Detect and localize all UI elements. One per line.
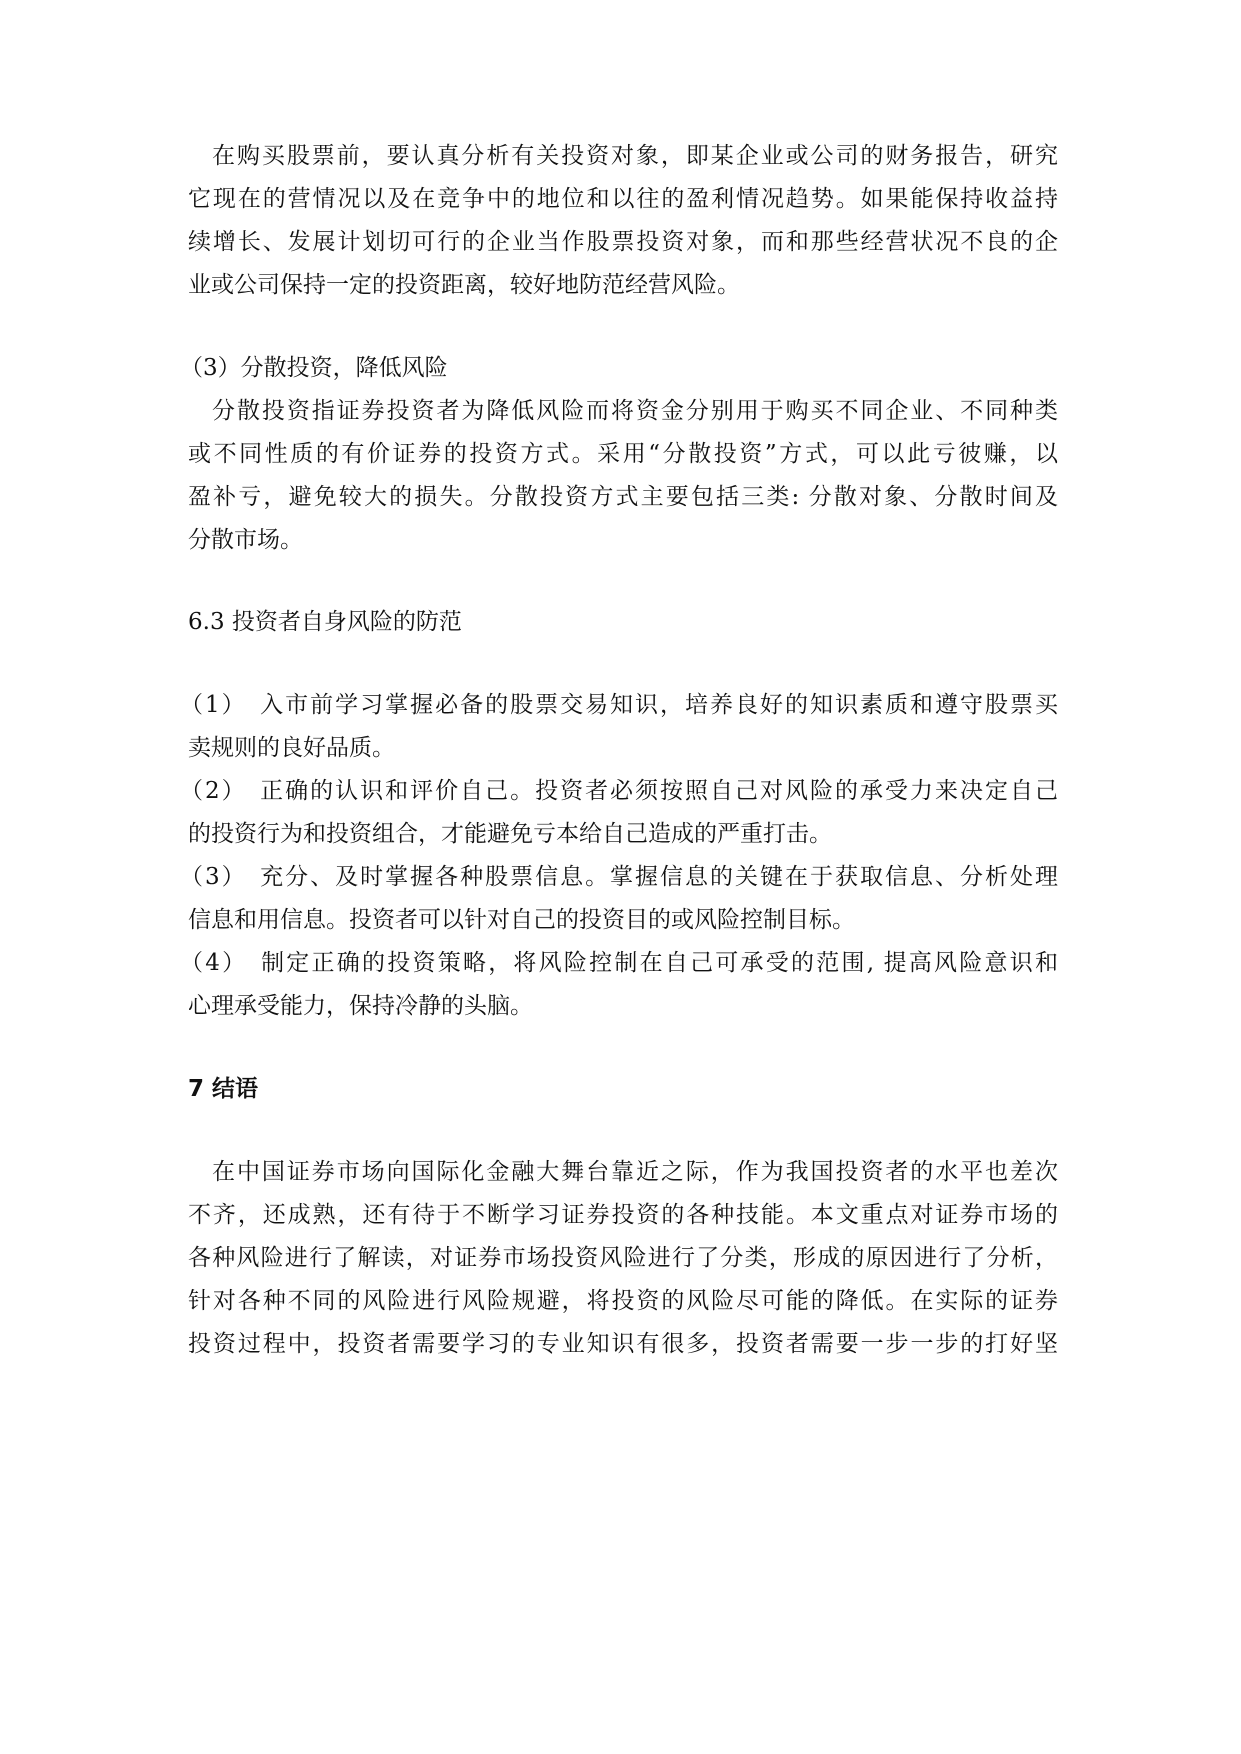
section7-line-4: 针对各种不同的风险进行风险规避，将投资的风险尽可能的降低。在实际的证券 bbox=[188, 1288, 1058, 1314]
section63-item-4-line-2: 心理承受能力，保持冷静的头脑。 bbox=[188, 993, 533, 1019]
section-7-title: 7 结语 bbox=[188, 1076, 259, 1102]
subsection-3-title: （3）分散投资，降低风险 bbox=[180, 355, 448, 381]
section63-item-2-line-2: 的投资行为和投资组合，才能避免亏本给自己造成的严重打击。 bbox=[188, 821, 832, 847]
section7-line-1: 在中国证券市场向国际化金融大舞台靠近之际，作为我国投资者的水平也差次 bbox=[212, 1159, 1058, 1185]
section7-line-5: 投资过程中，投资者需要学习的专业知识有很多，投资者需要一步一步的打好坚 bbox=[188, 1331, 1058, 1357]
section63-item-4-line-1: （4） 制定正确的投资策略，将风险控制在自己可承受的范围, 提高风险意识和 bbox=[180, 950, 1058, 976]
para1-line-4: 业或公司保持一定的投资距离，较好地防范经营风险。 bbox=[188, 272, 740, 298]
para1-line-2: 它现在的营情况以及在竞争中的地位和以往的盈利情况趋势。如果能保持收益持 bbox=[188, 186, 1058, 212]
section7-line-3: 各种风险进行了解读，对证券市场投资风险进行了分类，形成的原因进行了分析， bbox=[188, 1245, 1058, 1271]
section63-item-1-line-2: 卖规则的良好品质。 bbox=[188, 735, 395, 761]
sub3-line-1: 分散投资指证券投资者为降低风险而将资金分别用于购买不同企业、不同种类 bbox=[212, 398, 1058, 424]
section63-item-3-line-2: 信息和用信息。投资者可以针对自己的投资目的或风险控制目标。 bbox=[188, 907, 855, 933]
section63-item-3-line-1: （3） 充分、及时掌握各种股票信息。掌握信息的关键在于获取信息、分析处理 bbox=[180, 864, 1058, 890]
sub3-line-2: 或不同性质的有价证券的投资方式。采用“分散投资”方式，可以此亏彼赚，以 bbox=[188, 441, 1058, 467]
sub3-line-4: 分散市场。 bbox=[188, 527, 303, 553]
section63-item-2-line-1: （2） 正确的认识和评价自己。投资者必须按照自己对风险的承受力来决定自己 bbox=[180, 778, 1058, 804]
section-6-3-title: 6.3 投资者自身风险的防范 bbox=[188, 609, 462, 635]
sub3-line-3: 盈补亏，避免较大的损失。分散投资方式主要包括三类: 分散对象、分散时间及 bbox=[188, 484, 1058, 510]
para1-line-3: 续增长、发展计划切可行的企业当作股票投资对象，而和那些经营状况不良的企 bbox=[188, 229, 1058, 255]
para1-line-1: 在购买股票前，要认真分析有关投资对象，即某企业或公司的财务报告，研究 bbox=[212, 143, 1058, 169]
section7-line-2: 不齐，还成熟，还有待于不断学习证券投资的各种技能。本文重点对证券市场的 bbox=[188, 1202, 1058, 1228]
section63-item-1-line-1: （1） 入市前学习掌握必备的股票交易知识，培养良好的知识素质和遵守股票买 bbox=[180, 692, 1058, 718]
